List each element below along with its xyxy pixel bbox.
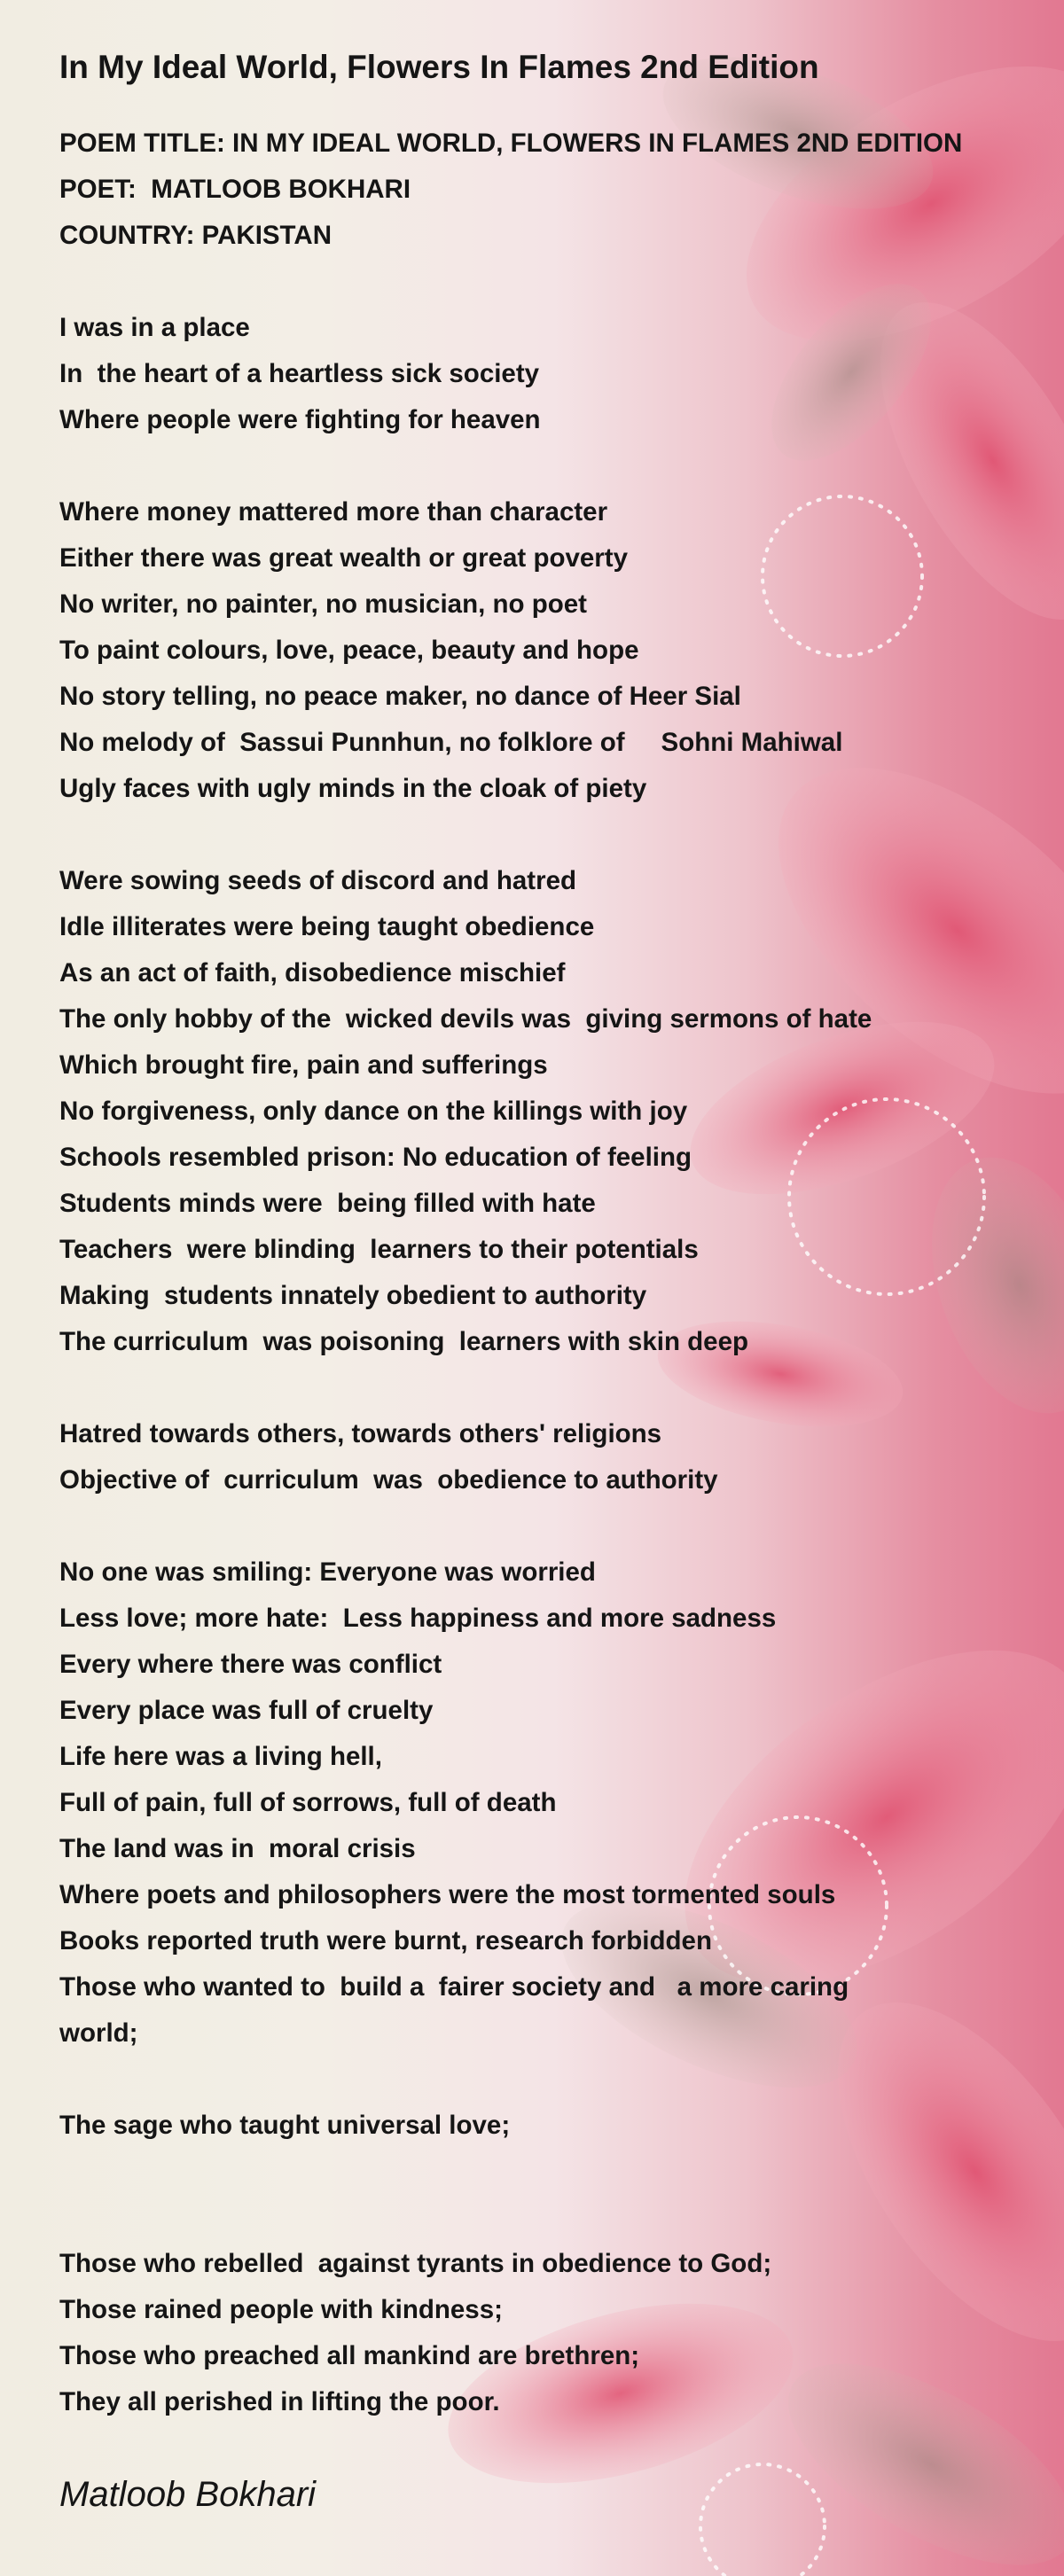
poem-line: The land was in moral crisis xyxy=(59,1834,416,1863)
poem-line: As an act of faith, disobedience mischief xyxy=(59,958,566,987)
stanza-4 xyxy=(59,1411,1052,1503)
poem-title: In My Ideal World, Flowers In Flames 2nd Edition xyxy=(59,49,819,85)
poem-line: Making students innately obedient to authority xyxy=(59,1281,647,1310)
poem-line: Those who wanted to build a fairer society and a more caring xyxy=(59,1972,849,2002)
poem-line: Where people were fighting for heaven xyxy=(59,405,541,434)
poem-line: Students minds were being filled with hate xyxy=(59,1189,596,1218)
poem-line: Either there was great wealth or great poverty xyxy=(59,543,629,573)
poem-line: Those who rebelled against tyrants in obedience to God; xyxy=(59,2249,772,2278)
poem-line: Where poets and philosophers were the most tormented souls xyxy=(59,1880,836,1909)
poem-line: Every place was full of cruelty xyxy=(59,1696,434,1725)
poem-line: Hatred towards others, towards others' religions xyxy=(59,1419,662,1448)
poem-line: No melody of Sassui Punnhun, no folklore of Sohni Mahiwal xyxy=(59,728,843,757)
poem-line: The only hobby of the wicked devils was giving sermons of hate xyxy=(59,1004,872,1034)
poem-line: No story telling, no peace maker, no dance of Heer Sial xyxy=(59,682,741,711)
poem-line: The curriculum was poisoning learners with skin deep xyxy=(59,1327,749,1356)
stanza-6 xyxy=(59,2103,1052,2149)
poem-line: The sage who taught universal love; xyxy=(59,2111,511,2140)
poem-line: To paint colours, love, peace, beauty and hope xyxy=(59,636,639,665)
poem-line: Life here was a living hell, xyxy=(59,1742,382,1771)
poem-meta xyxy=(59,121,1052,259)
poem-line: Which brought fire, pain and sufferings xyxy=(59,1050,548,1080)
stanza-1 xyxy=(59,305,1052,443)
poem-line: In the heart of a heartless sick society xyxy=(59,359,540,388)
meta-country: COUNTRY: PAKISTAN xyxy=(59,221,332,250)
stanza-5 xyxy=(59,1550,1052,2057)
poem-line: They all perished in lifting the poor. xyxy=(59,2387,500,2416)
poem-line: Objective of curriculum was obedience to authority xyxy=(59,1465,718,1495)
poem-line: Full of pain, full of sorrows, full of death xyxy=(59,1788,557,1817)
poem-line: Where money mattered more than character xyxy=(59,497,608,527)
poem-line: Those rained people with kindness; xyxy=(59,2295,503,2324)
poem-line: No writer, no painter, no musician, no poet xyxy=(59,589,587,619)
stanza-3 xyxy=(59,858,1052,1365)
poet-signature: Matloob Bokhari xyxy=(59,2475,317,2514)
stanza-7 xyxy=(59,2241,1052,2425)
meta-poem-title: POEM TITLE: IN MY IDEAL WORLD, FLOWERS IN FLAMES 2ND EDITION xyxy=(59,129,963,158)
poem-line: Every where there was conflict xyxy=(59,1650,442,1679)
meta-poet: POET: MATLOOB BOKHARI xyxy=(59,175,411,204)
poem-line: Less love; more hate: Less happiness and more sadness xyxy=(59,1604,777,1633)
stanza-2 xyxy=(59,489,1052,812)
poem-line: Those who preached all mankind are brethren; xyxy=(59,2341,640,2370)
poem-line: No one was smiling: Everyone was worried xyxy=(59,1557,596,1587)
poem-content xyxy=(59,46,1052,2517)
poem-line: Schools resembled prison: No education of feeling xyxy=(59,1143,692,1172)
poem-line: Idle illiterates were being taught obedience xyxy=(59,912,595,941)
poem-line: world; xyxy=(59,2018,138,2048)
poem-line: Were sowing seeds of discord and hatred xyxy=(59,866,577,895)
poem-line: Ugly faces with ugly minds in the cloak of piety xyxy=(59,774,647,803)
poem-line: No forgiveness, only dance on the killings with joy xyxy=(59,1097,688,1126)
poem-line: Books reported truth were burnt, research forbidden xyxy=(59,1926,712,1955)
poem-line: Teachers were blinding learners to their potentials xyxy=(59,1235,699,1264)
blank-line xyxy=(59,2195,1052,2241)
poem-line: I was in a place xyxy=(59,313,250,342)
